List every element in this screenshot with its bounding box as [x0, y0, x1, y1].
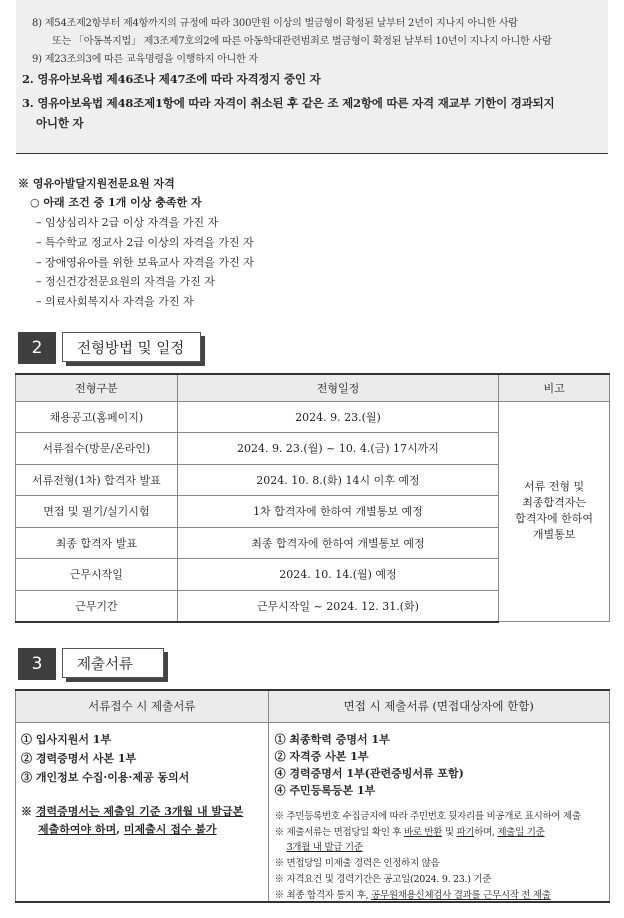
disqualification-box [16, 0, 608, 154]
note-cell [499, 401, 610, 622]
note-underline: 바로 반환 [403, 826, 443, 838]
stage-cell: 근무시작일 [16, 559, 178, 591]
documents-table [15, 689, 610, 903]
note-underline: 경력증명서는 제출일 기준 3개월 내 발급본 [35, 804, 244, 818]
note-underline: 3개월 내 발급 기준 [286, 841, 363, 853]
right-note-4: ※ 자격요건 및 경력기간은 공고일(2024. 9. 23.) 기준 [274, 873, 492, 885]
note-underline: 파기 [456, 826, 475, 838]
note-underline: 제출하여야 하며 [38, 822, 117, 836]
list-item: ④ 주민등록등본 1부 [274, 783, 376, 797]
left-note-line2 [38, 821, 217, 838]
header-stage: 전형구분 [16, 374, 178, 401]
header-interview-documents: 면접 시 제출서류 (면접대상자에 한함) [268, 690, 609, 722]
schedule-table [15, 373, 610, 623]
note-line: 합격자에 한하여 [515, 512, 594, 526]
note-line: 최종합격자는 [522, 496, 586, 510]
schedule-cell: 2024. 9. 23.(월) [177, 401, 498, 433]
table-header-row [16, 374, 610, 401]
schedule-cell: 2024. 9. 23.(월) ~ 10. 4.(금) 17시까지 [177, 433, 498, 465]
qualification-item: – 정신건강전문요원의 자격을 가진 자 [36, 275, 215, 288]
stage-cell: 서류전형(1차) 합격자 발표 [16, 464, 178, 496]
right-note-5 [275, 887, 551, 901]
note-text: ※ 최종 합격자 통지 후, [274, 889, 372, 901]
list-item: ① 입사지원서 1부 [21, 732, 112, 746]
section-2-title: 전형방법 및 일정 [62, 332, 201, 362]
note-text: , [116, 822, 124, 836]
note-text: ※ 제출서류는 면접당일 확인 후 [274, 826, 404, 838]
table-row [16, 401, 610, 433]
note-line: 개별통보 [532, 528, 576, 542]
list-item: ① 최종학력 증명서 1부 [274, 732, 390, 746]
qualification-condition: ○ 아래 조건 중 1개 이상 충족한 자 [30, 196, 202, 209]
schedule-cell: 2024. 10. 8.(화) 14시 이후 예정 [177, 464, 498, 496]
table-header-row [16, 690, 610, 722]
section-3-number: 3 [18, 648, 56, 680]
stage-cell: 근무기간 [16, 590, 178, 622]
right-note-1: ※ 주민등록번호 수집금지에 따라 주민번호 뒷자리를 비공개로 표시하여 제출 [274, 810, 581, 822]
stage-cell: 채용공고(홈페이지) [16, 401, 178, 433]
header-schedule: 전형일정 [177, 374, 498, 401]
section-2-number: 2 [18, 332, 56, 364]
list-item: ② 경력증명서 사본 1부 [21, 751, 137, 765]
interview-documents-cell [268, 722, 609, 902]
disqual-item-2: 2. 영유아보육법 제46조나 제47조에 따라 자격정지 중인 자 [22, 72, 321, 86]
qualification-item: – 임상심리사 2급 이상 자격을 가진 자 [36, 216, 219, 229]
qualification-title: ※ 영유아발달지원전문요원 자격 [18, 177, 175, 190]
qualification-item: – 특수학교 정교사 2급 이상의 자격을 가진 자 [36, 236, 254, 249]
section-3-title: 제출서류 [62, 648, 164, 678]
header-submit-documents: 서류접수 시 제출서류 [16, 690, 269, 722]
note-underline: 공무원채용신체검사 결과를 근무시작 전 제출 [371, 889, 551, 901]
disqual-item-3-line1: 3. 영유아보육법 제48조제1항에 따라 자격이 취소된 후 같은 조 제2항에 따른 자격 재교부 기한이 경과되지 [22, 96, 555, 110]
header-note: 비고 [499, 374, 610, 401]
stage-cell: 면접 및 필기/실기시험 [16, 496, 178, 528]
list-item: ② 자격증 사본 1부 [274, 749, 369, 763]
stage-cell: 최종 합격자 발표 [16, 527, 178, 559]
disqual-item-8-line1: 8) 제54조제2항부터 제4항까지의 규정에 따라 300만원 이상의 벌금형이 확정된 날부터 2년이 지나지 아니한 사람 [32, 18, 518, 29]
schedule-cell: 최종 합격자에 한하여 개별통보 예정 [177, 527, 498, 559]
stage-cell: 서류접수(방문/온라인) [16, 433, 178, 465]
disqual-item-8-line2: 또는 「아동복지법」 제3조제7호의2에 따른 아동학대관련범죄로 벌금형이 확정된 날부터 10년이 지나지 아니한 사람 [52, 36, 552, 47]
note-prefix: ※ [21, 804, 36, 818]
table-row [16, 722, 610, 902]
note-underline: 제출일 기준 [497, 826, 545, 838]
note-underline: 미제출시 접수 불가 [123, 822, 217, 836]
qualification-item: – 의료사회복지사 자격을 가진 자 [36, 295, 194, 308]
disqual-item-9: 9) 제23조의3에 따른 교육명령을 이행하지 아니한 자 [32, 54, 258, 65]
list-item: ③ 개인정보 수집·이용·제공 동의서 [21, 770, 190, 784]
disqual-item-3-line2: 아니한 자 [36, 116, 84, 130]
qualification-item: – 장애영유아를 위한 보육교사 자격을 가진 자 [36, 256, 254, 269]
schedule-cell: 근무시작일 ~ 2024. 12. 31.(화) [177, 590, 498, 622]
right-note-2-line2 [287, 839, 363, 853]
schedule-cell: 2024. 10. 14.(월) 예정 [177, 559, 498, 591]
right-note-2 [275, 824, 545, 838]
note-line: 서류 전형 및 [524, 480, 585, 494]
list-item: ④ 경력증명서 1부(관련증빙서류 포함) [274, 766, 464, 780]
left-note-line1 [21, 803, 243, 820]
right-note-3: ※ 면접당일 미제출 경력은 인정하지 않음 [274, 857, 440, 869]
submit-documents-cell [16, 722, 269, 902]
note-text: 하며, [474, 826, 498, 838]
note-text: 및 [442, 826, 457, 838]
schedule-cell: 1차 합격자에 한하여 개별통보 예정 [177, 496, 498, 528]
